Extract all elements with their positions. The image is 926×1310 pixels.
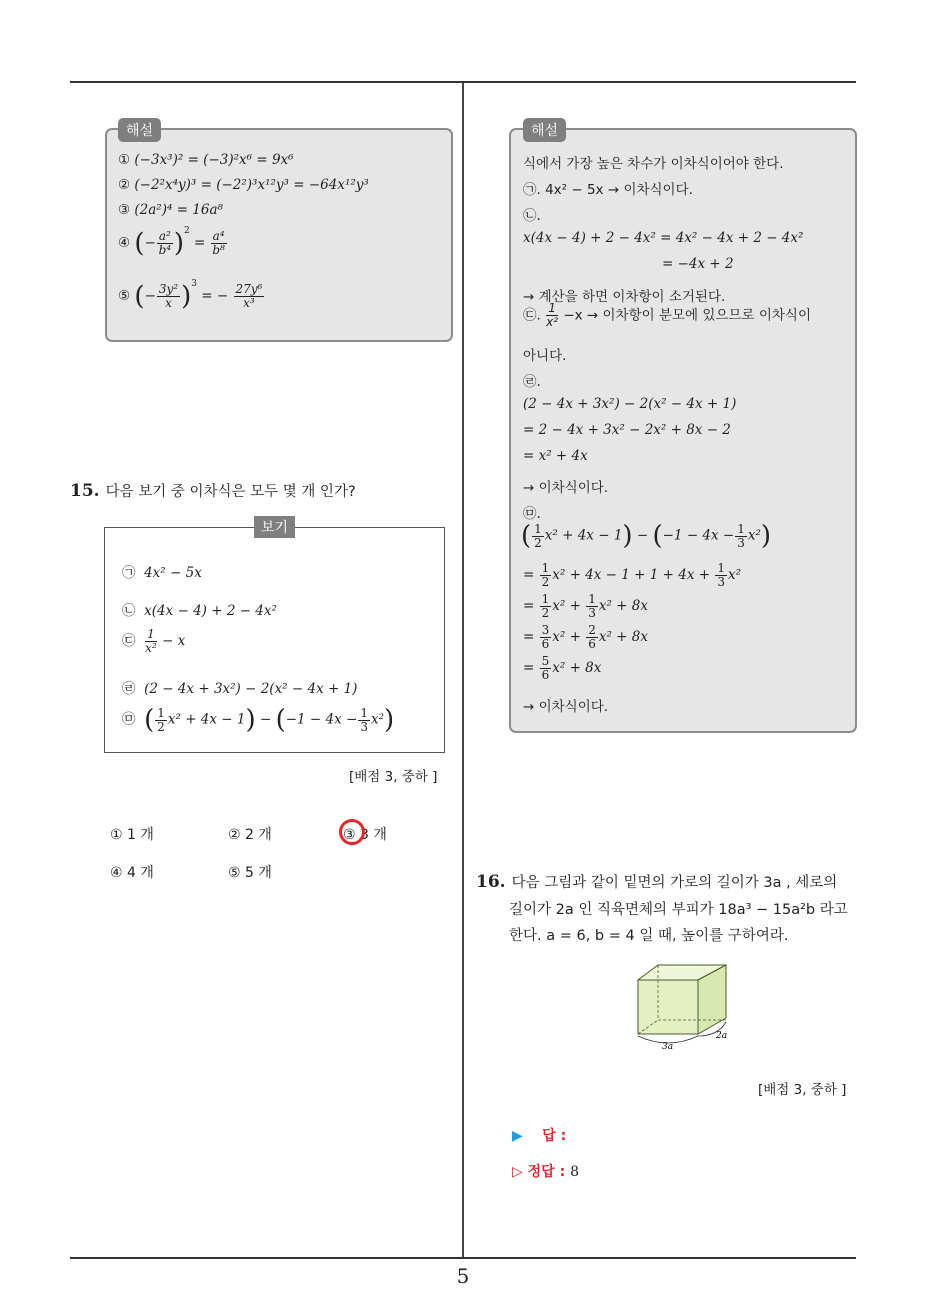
rs-line-11: = 2 − 4x + 3x² − 2x² + 8x − 2	[523, 422, 731, 438]
rs-line-10: (2 − 4x + 3x²) − 2(x² − 4x + 1)	[523, 396, 737, 412]
bogi-item-1: ㉠ 4x² − 5x	[122, 565, 202, 581]
selected-answer-circle-mark	[339, 819, 365, 845]
play-triangle-icon: ▶	[512, 1128, 523, 1144]
question-15-meta: [배점 3, 중하 ]	[349, 769, 438, 785]
rs-line-8: 아니다.	[523, 348, 567, 364]
rs-line-15: ( $\frac{1}{2}$ x² + 4x − 1) − (−1 − 4x − $\frac{1}{3}$ x²)	[521, 521, 772, 551]
rs-line-16: = $\frac{1}{2}$ x² + 4x − 1 + 1 + 4x + $\frac{1}{3}$ x²	[523, 561, 742, 589]
bogi-item-4: ㉣ (2 − 4x + 3x²) − 2(x² − 4x + 1)	[122, 681, 358, 697]
correct-answer-value: 8	[570, 1164, 579, 1180]
question-15-title: 15. 다음 보기 중 이차식은 모두 몇 개 인가?	[70, 481, 356, 501]
left-solution-tag: 해설	[118, 118, 161, 142]
outline-triangle-icon: ▷	[512, 1164, 523, 1180]
rs-line-12: = x² + 4x	[523, 448, 588, 464]
rs-line-1: 식에서 가장 높은 차수가 이차식이어야 한다.	[523, 156, 784, 172]
cuboid-figure	[626, 962, 746, 1052]
page-number: 5	[456, 1264, 470, 1288]
width-label: 3a	[662, 1042, 674, 1052]
left-solution-item-4: ④ (− $\frac{\text{a²}}{\text{b⁴}}$ )$^2$ = $\frac{\text{a⁴}}{\text{b⁸}}$	[118, 226, 225, 259]
answer-row: ▶ 답 :	[512, 1128, 567, 1144]
left-solution-item-2: ② (−2²x⁴y)³ = (−2²)³x¹²y³ = −64x¹²y³	[118, 177, 369, 193]
question-16-line-2: 길이가 2a 인 직육면체의 부피가 18a³ − 15a²b 라고	[509, 902, 848, 918]
left-solution-item-5: ⑤ (− $\frac{\text{3y²}}{x}$ )$^3$ = − $\frac{\text{27y⁶}}{\text{x³}}$	[118, 279, 263, 312]
bogi-item-2: ㉡ x(4x − 4) + 2 − 4x²	[122, 603, 277, 619]
right-solution-tag: 해설	[523, 118, 566, 142]
choice-3[interactable]: ③ 3 개	[343, 827, 387, 843]
question-16-line-3: 한다. a = 6, b = 4 일 때, 높이를 구하여라.	[509, 928, 789, 944]
column-divider	[462, 83, 464, 1258]
bogi-tag: 보기	[254, 516, 295, 538]
correct-answer-row: ▷ 정답 : 8	[512, 1164, 579, 1180]
rs-line-17: = $\frac{1}{2}$ x² + $\frac{1}{3}$ x² + 8x	[523, 592, 648, 620]
choice-5[interactable]: ⑤ 5 개	[228, 865, 272, 881]
rs-line-14: ㉤.	[523, 506, 541, 522]
question-16-meta: [배점 3, 중하 ]	[758, 1082, 847, 1098]
depth-label: 2a	[716, 1031, 728, 1041]
rs-line-13: → 이차식이다.	[523, 480, 609, 496]
choice-1[interactable]: ① 1 개	[110, 827, 154, 843]
rs-line-20: → 이차식이다.	[523, 699, 609, 715]
rs-line-9: ㉣.	[523, 374, 541, 390]
rs-line-2: ㉠. 4x² − 5x → 이차식이다.	[523, 182, 693, 198]
left-solution-item-1: ① (−3x³)² = (−3)²x⁶ = 9x⁶	[118, 152, 294, 168]
rs-line-19: = $\frac{5}{6}$ x² + 8x	[523, 654, 602, 682]
rs-line-3: ㉡.	[523, 208, 541, 224]
rs-line-5: = −4x + 2	[662, 256, 734, 272]
rs-line-6: → 계산을 하면 이차항이 소거된다.	[523, 289, 726, 305]
choice-2[interactable]: ② 2 개	[228, 827, 272, 843]
bottom-rule	[70, 1257, 856, 1259]
rs-line-4: x(4x − 4) + 2 − 4x² = 4x² − 4x + 2 − 4x²	[523, 230, 804, 246]
bogi-item-3: ㉢ $\frac{1}{\text{x²}}$ − x	[122, 627, 186, 655]
question-16-line-1: 16. 다음 그림과 같이 밑면의 가로의 길이가 3a , 세로의	[476, 872, 838, 892]
rs-line-7: ㉢. $\frac{1}{\text{x²}}$ −x → 이차항이 분모에 있으므로 이차식이	[523, 301, 811, 329]
left-solution-item-3: ③ (2a²)⁴ = 16a⁸	[118, 202, 223, 218]
rs-line-18: = $\frac{3}{6}$ x² + $\frac{2}{6}$ x² + 8x	[523, 623, 648, 651]
bogi-item-5: ㉤ ( $\frac{1}{2}$ x² + 4x − 1) − (−1 − 4x − $\frac{1}{3}$ x²)	[122, 705, 395, 735]
cuboid-front-face	[638, 980, 698, 1034]
choice-4[interactable]: ④ 4 개	[110, 865, 154, 881]
